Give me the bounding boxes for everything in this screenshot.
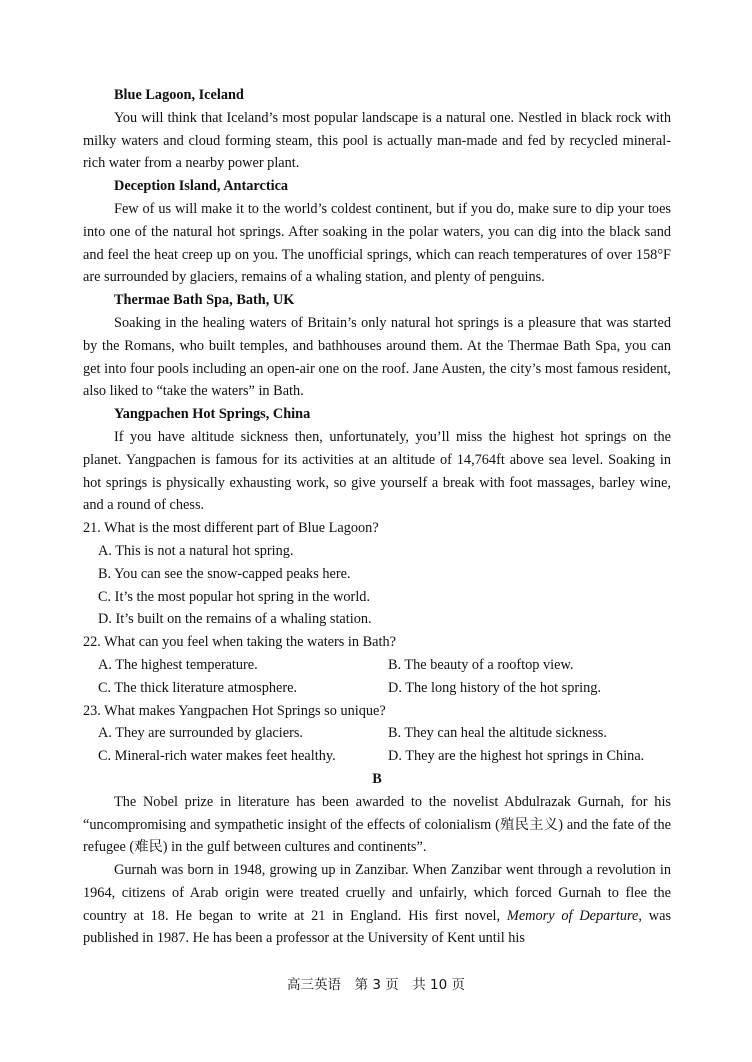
- page-content: [83, 84, 671, 950]
- section-text: Soaking in the healing waters of Britain’s only natural hot springs is a pleasure that was started by the Romans, who built temples, and bathhouses around them. At the Thermae Bath Spa, you can get into four pools including an open-air one on the roof. Jane Austen, the city’s most famous resident, also liked to “take the waters” in Bath.: [83, 314, 671, 400]
- passage-b-paragraph-1: The Nobel prize in literature has been awarded to the novelist Abdulrazak Gurnah, for his “uncompromising and sympathetic insight of the effects of colonialism (殖民主义) and the fate of the refugee (难民) in the gulf between cultures and continents”.: [83, 793, 671, 856]
- question-23-option-d: D. They are the highest hot springs in China.: [388, 748, 645, 765]
- page-footer: 高三英语 第 3 页 共 10 页: [287, 977, 465, 993]
- novel-title: Memory of Departure: [506, 907, 639, 924]
- question-23-stem: 23. What makes Yangpachen Hot Springs so unique?: [83, 702, 386, 719]
- passage-b-text: Gurnah was born in 1948, growing up in Zanzibar. When Zanzibar went through a revolution in 1964, citizens of Arab origin were treated cruelly and unfairly, which forced Gurnah to flee the country at 18. He began to write at 21 in England. His first novel,: [83, 862, 671, 924]
- section-b-label: B: [372, 770, 382, 787]
- question-22-stem: 22. What can you feel when taking the waters in Bath?: [83, 634, 396, 651]
- section-heading: Blue Lagoon, Iceland: [114, 87, 244, 103]
- question-22-option-a: A. The highest temperature.: [98, 656, 258, 673]
- section-text: If you have altitude sickness then, unfortunately, you’ll miss the highest hot springs on the planet. Yangpachen is famous for its activities at an altitude of 14,764ft above sea level. Soaking in hot springs is physically exhausting work, so give yourself a break with foot massages, barley wine, and a round of chess.: [83, 428, 671, 514]
- section-heading: Thermae Bath Spa, Bath, UK: [114, 292, 295, 309]
- question-22-options-row-1: [83, 654, 671, 677]
- question-22-option-c: C. The thick literature atmosphere.: [98, 679, 298, 696]
- question-23-option-b: B. They can heal the altitude sickness.: [388, 725, 607, 742]
- passage-b-paragraph-2: [83, 859, 671, 950]
- question-22-option-d: D. The long history of the hot spring.: [388, 679, 601, 696]
- question-21-option-b: B. You can see the snow-capped peaks here.: [98, 565, 351, 582]
- question-21-stem: 21. What is the most different part of Blue Lagoon?: [83, 520, 379, 537]
- question-23-option-a: A. They are surrounded by glaciers.: [98, 725, 303, 742]
- section-text: Few of us will make it to the world’s coldest continent, but if you do, make sure to dip your toes into one of the natural hot springs. After soaking in the polar waters, you can dig into the black sand and feel the heat creep up on you. The unofficial springs, which can reach temperatures of over 158°F are surrounded by glaciers, remains of a whaling station, and plenty of penguins.: [83, 200, 671, 286]
- question-23-options-row-2: [83, 745, 671, 768]
- question-21-option-d: D. It’s built on the remains of a whaling station.: [98, 611, 372, 628]
- question-21-option-a: A. This is not a natural hot spring.: [98, 542, 294, 559]
- section-heading: Deception Island, Antarctica: [114, 178, 289, 195]
- section-text: You will think that Iceland’s most popular landscape is a natural one. Nestled in black rock with milky waters and cloud forming steam, this pool is actually man-made and fed by recycled mineral-rich water from a nearby power plant.: [83, 109, 671, 172]
- question-23-options-row-1: [83, 722, 671, 745]
- passage-b-text: , was published in 1987. He has been a professor at the University of Kent until his: [83, 907, 672, 947]
- section-heading: Yangpachen Hot Springs, China: [114, 406, 311, 423]
- question-22-option-b: B. The beauty of a rooftop view.: [388, 656, 574, 673]
- question-23-option-c: C. Mineral-rich water makes feet healthy.: [98, 748, 336, 765]
- question-21-option-c: C. It’s the most popular hot spring in the world.: [98, 588, 371, 605]
- question-22-options-row-2: [83, 677, 671, 700]
